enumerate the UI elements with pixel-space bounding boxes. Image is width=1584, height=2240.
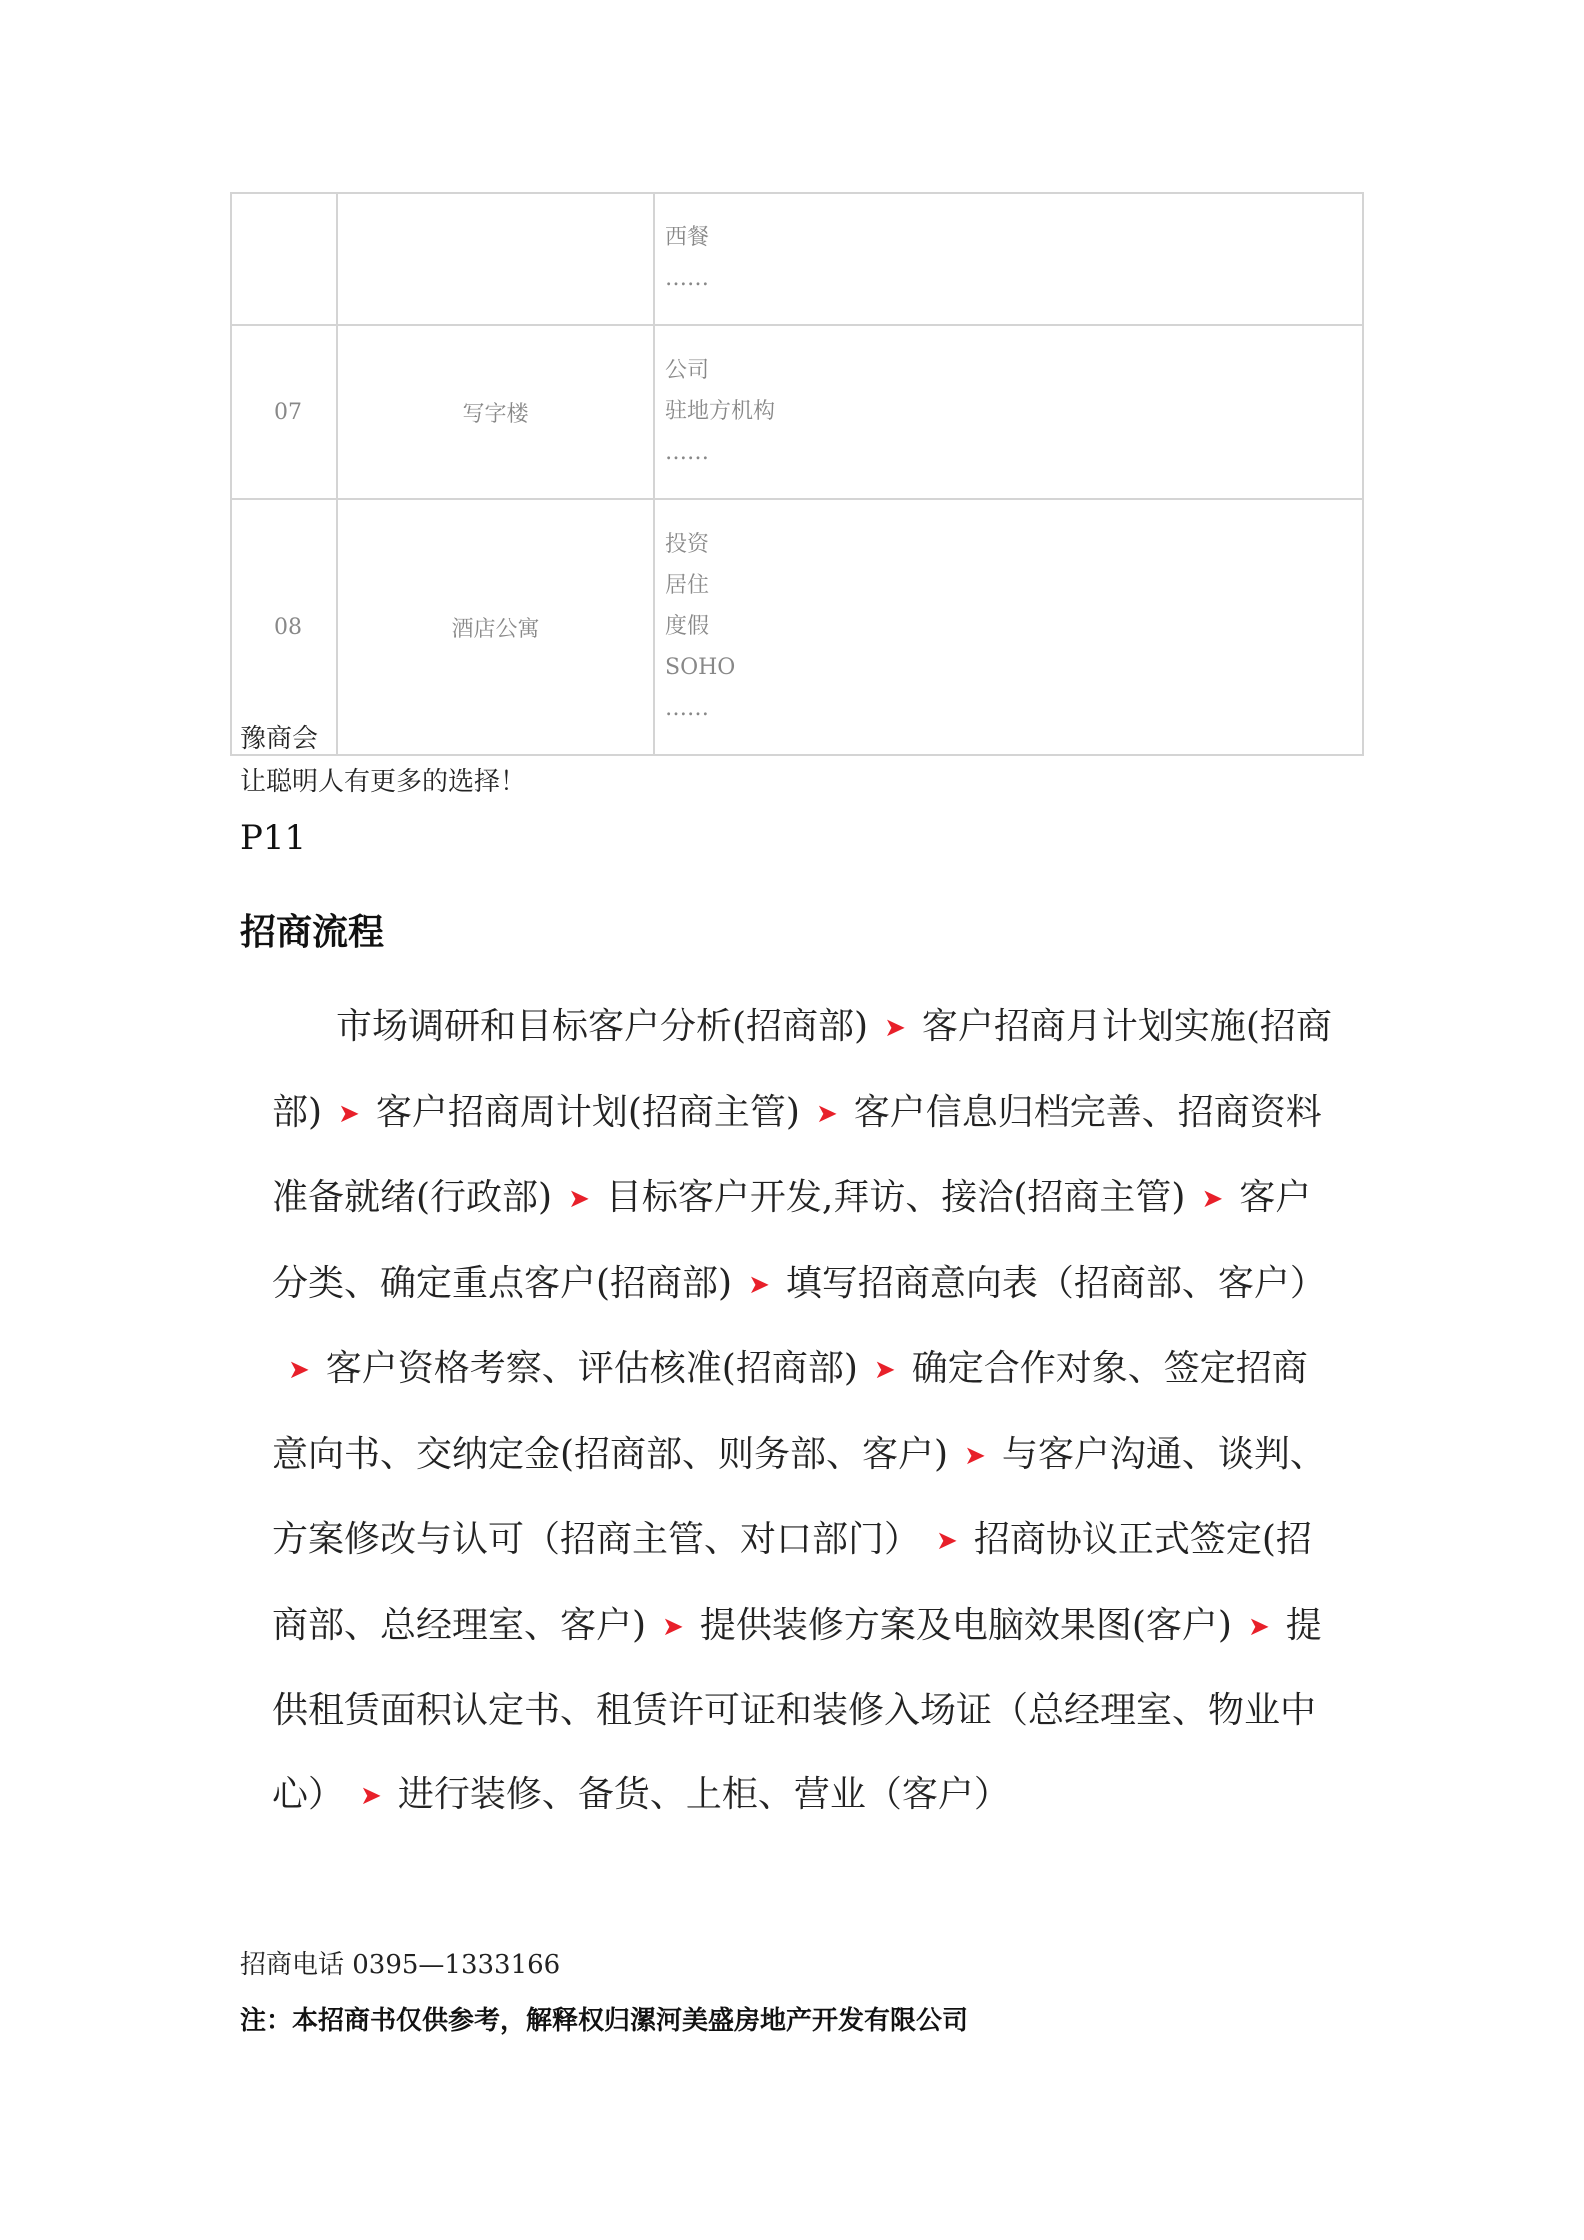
item-text: ……	[665, 439, 709, 465]
section-title: 招商流程	[240, 911, 385, 953]
contact-phone: 招商电话 0395—1333166	[240, 1950, 561, 1980]
table-row	[231, 193, 1363, 325]
arrow-right-icon: ➤	[338, 1098, 360, 1129]
arrow-right-icon: ➤	[288, 1355, 310, 1385]
arrow-right-icon: ➤	[1201, 1184, 1224, 1214]
item-text: 投资	[665, 531, 710, 557]
row-type: 酒店公寓	[337, 499, 654, 755]
arrow-right-icon: ➤	[964, 1440, 986, 1471]
arrow-right-icon: ➤	[1247, 1611, 1270, 1642]
table-row	[231, 325, 1363, 499]
arrow-right-icon: ➤	[748, 1269, 770, 1300]
arrow-right-icon: ➤	[568, 1184, 590, 1214]
flow-step: 客户分类、确定重点客户(招商部)	[272, 1177, 1312, 1304]
business-type-table	[230, 192, 1364, 756]
flow-step: 提供装修方案及电脑效果图(客户)	[699, 1604, 1232, 1646]
disclaimer-note: 注：本招商书仅供参考，解释权归漯河美盛房地产开发有限公司	[240, 2006, 969, 2036]
table-row	[231, 499, 1363, 755]
item-text: 度假	[665, 613, 710, 639]
flow-step: 招商协议正式签定(招商部、总经理室、客户)	[272, 1519, 1312, 1646]
row-number	[231, 193, 337, 325]
item-text: ……	[665, 695, 709, 721]
flow-step: 客户资格考察、评估核准(招商部)	[325, 1348, 858, 1389]
arrow-right-icon: ➤	[936, 1526, 958, 1556]
arrow-right-icon: ➤	[873, 1355, 896, 1385]
brand-slogan: 让聪明人有更多的选择！	[240, 767, 527, 797]
flow-step: 与客户沟通、谈判、方案修改与认可（招商主管、对口部门）	[272, 1433, 1326, 1560]
flow-step: 进行装修、备货、上柜、营业（客户）	[397, 1773, 1010, 1815]
flow-step: 市场调研和目标客户分析(招商部)	[336, 1006, 869, 1047]
row-type	[337, 193, 654, 325]
item-text: 驻地方机构	[665, 398, 776, 424]
arrow-right-icon: ➤	[815, 1098, 838, 1129]
item-text: 居住	[665, 572, 710, 598]
item-text: SOHO	[665, 654, 736, 680]
row-number: 08	[231, 499, 337, 755]
brand-name: 豫商会	[240, 724, 319, 754]
item-text: 公司	[665, 357, 710, 383]
row-number: 07	[231, 325, 337, 499]
item-text: ……	[665, 266, 709, 291]
flow-step: 目标客户开发,拜访、接洽(招商主管)	[605, 1177, 1186, 1218]
process-flow	[272, 985, 1334, 1838]
row-items	[654, 325, 1363, 499]
arrow-right-icon: ➤	[360, 1780, 382, 1811]
item-text: 西餐	[665, 225, 710, 250]
brand-block	[240, 718, 526, 804]
flow-step: 客户信息归档完善、招商资料准备就绪(行政部)	[272, 1091, 1322, 1218]
row-items	[654, 499, 1363, 755]
flow-step: 提供租赁面积认定书、租赁许可证和装修入场证（总经理室、物业中心）	[272, 1604, 1322, 1815]
row-type: 写字楼	[337, 325, 654, 499]
flow-step: 填写招商意向表（招商部、客户）	[785, 1262, 1326, 1304]
flow-step: 确定合作对象、签定招商意向书、交纳定金(招商部、则务部、客户)	[272, 1348, 1308, 1475]
row-items	[654, 193, 1363, 325]
page-number: P11	[240, 818, 307, 858]
arrow-right-icon: ➤	[662, 1611, 684, 1642]
flow-step: 客户招商月计划实施(招商部)	[272, 1006, 1332, 1133]
flow-step: 客户招商周计划(招商主管)	[375, 1091, 800, 1133]
arrow-right-icon: ➤	[884, 1013, 906, 1043]
